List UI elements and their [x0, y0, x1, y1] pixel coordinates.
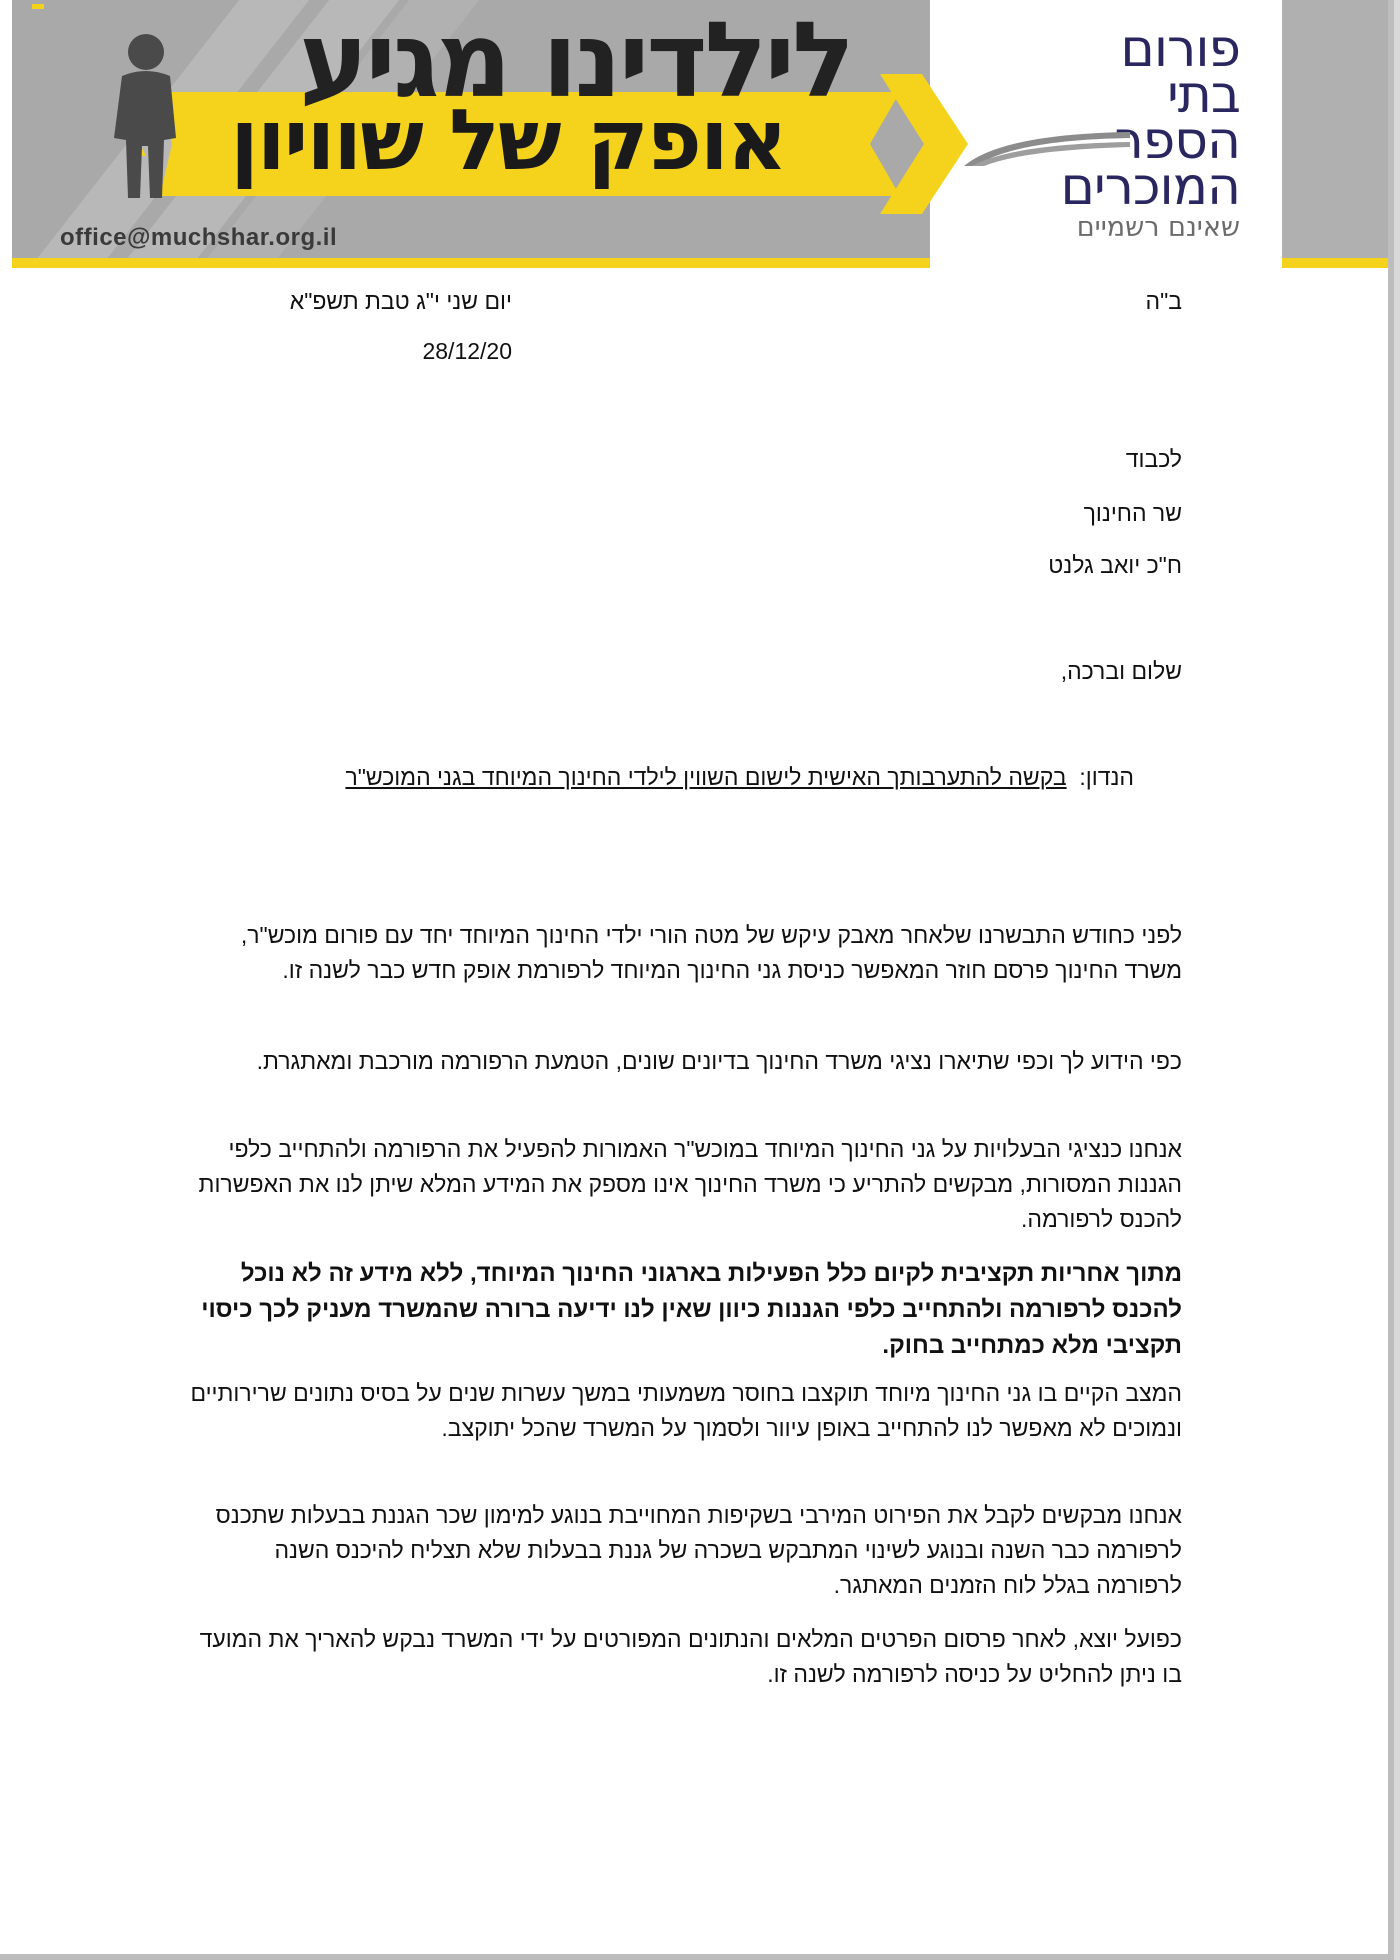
paragraph-bold: מתוך אחריות תקציבית לקיום כלל הפעילות בארגוני החינוך המיוחד, ללא מידע זה לא נוכל להכנס לרפורמה ולהתחייב כלפי הגננות כיוון שאין לנו ידיעה ברורה שהמשרד מעניק לכך כיסוי תקציבי מלא כמתחייב בחוק.: [201, 1260, 1182, 1359]
letterhead: [0, 0, 1388, 272]
paragraph: כפועל יוצא, לאחר פרסום הפרטים המלאים והנתונים המפורטים על ידי המשרד נבקש להאריך את המועד בו ניתן להחליט על כניסה לרפורמה לשנה זו.: [199, 1626, 1182, 1687]
recipient-line-3: ח"כ יואב גלנט: [1048, 552, 1182, 578]
letterhead-side-panel: [1282, 0, 1388, 258]
corner-mark: [32, 4, 44, 9]
bh-header: ב"ה: [1145, 288, 1182, 314]
org-tagline: שאינם רשמיים: [1076, 212, 1240, 243]
contact-email: office@muchshar.org.il: [60, 224, 338, 251]
subject-text: בקשה להתערבותך האישית לישום השווין לילדי החינוך המיוחד בגני המוכש"ר: [345, 764, 1067, 790]
hebrew-date: יום שני י"ג טבת תשפ"א: [289, 288, 512, 314]
paragraph: לפני כחודש התבשרנו שלאחר מאבק עיקש של מטה הורי ילדי החינוך המיוחד יחד עם פורום מוכש"ר, משרד החינוך פרסם חוזר המאפשר כניסת גני החינוך המיוחד לרפורמת אופק חדש כבר לשנה זו.: [240, 922, 1182, 983]
recipient-line-2: שר החינוך: [1083, 500, 1182, 526]
recipient-line-1: לכבוד: [1125, 446, 1182, 472]
slogan-bottom: אופק של שוויון: [230, 91, 786, 189]
slogan-top: לילדינו מגיע: [299, 0, 852, 121]
org-name-line: המוכרים: [1060, 157, 1240, 217]
org-logo-text: [950, 19, 1240, 217]
org-name-line: בתי: [1167, 65, 1240, 125]
org-name-line: הספר: [1114, 111, 1240, 171]
greeting: שלום וברכה,: [1060, 658, 1182, 684]
letterhead-yellow-rule-right: [1282, 258, 1388, 268]
swoosh-icon: [962, 128, 1132, 168]
child-silhouette-icon: [100, 28, 190, 208]
subject-line: [200, 764, 1134, 791]
paragraph: אנחנו מבקשים לקבל את הפירוט המירבי בשקיפות המחוייבת בנוגע למימון שכר הגננת בבעלות שתכנס לרפורמה כבר השנה ובנוגע לשינוי המתבקש בשכרה של גננת בבעלות שלא תצליח להיכנס השנה לרפורמה בגלל לוח הזמנים המאתגר.: [215, 1502, 1182, 1598]
subject-label: הנדון:: [1079, 764, 1134, 790]
paragraph: המצב הקיים בו גני החינוך מיוחד תוקצבו בחוסר משמעותי במשך עשרות שנים על בסיס נתונים שרירותיים ונמוכים לא מאפשר לנו להתחייב באופן עיוור ולסמוך על המשרד שהכל יתוקצב.: [190, 1380, 1182, 1441]
paragraph: אנחנו כנציגי הבעלויות על גני החינוך המיוחד במוכש"ר האמורות להפעיל את הרפורמה ולהתחייב כלפי הגננות המסורות, מבקשים להתריע כי משרד החינוך אינו מספק את המידע המלא שיתן לנו את האפשרות להכנס לרפורמה.: [198, 1136, 1182, 1232]
letterhead-yellow-rule: [12, 258, 930, 268]
gregorian-date: 28/12/20: [422, 338, 512, 364]
paragraph: כפי הידוע לך וכפי שתיארו נציגי משרד החינוך בדיונים שונים, הטמעת הרפורמה מורכבת ומאתגרת.: [256, 1048, 1182, 1074]
org-name-line: פורום: [1120, 19, 1240, 79]
